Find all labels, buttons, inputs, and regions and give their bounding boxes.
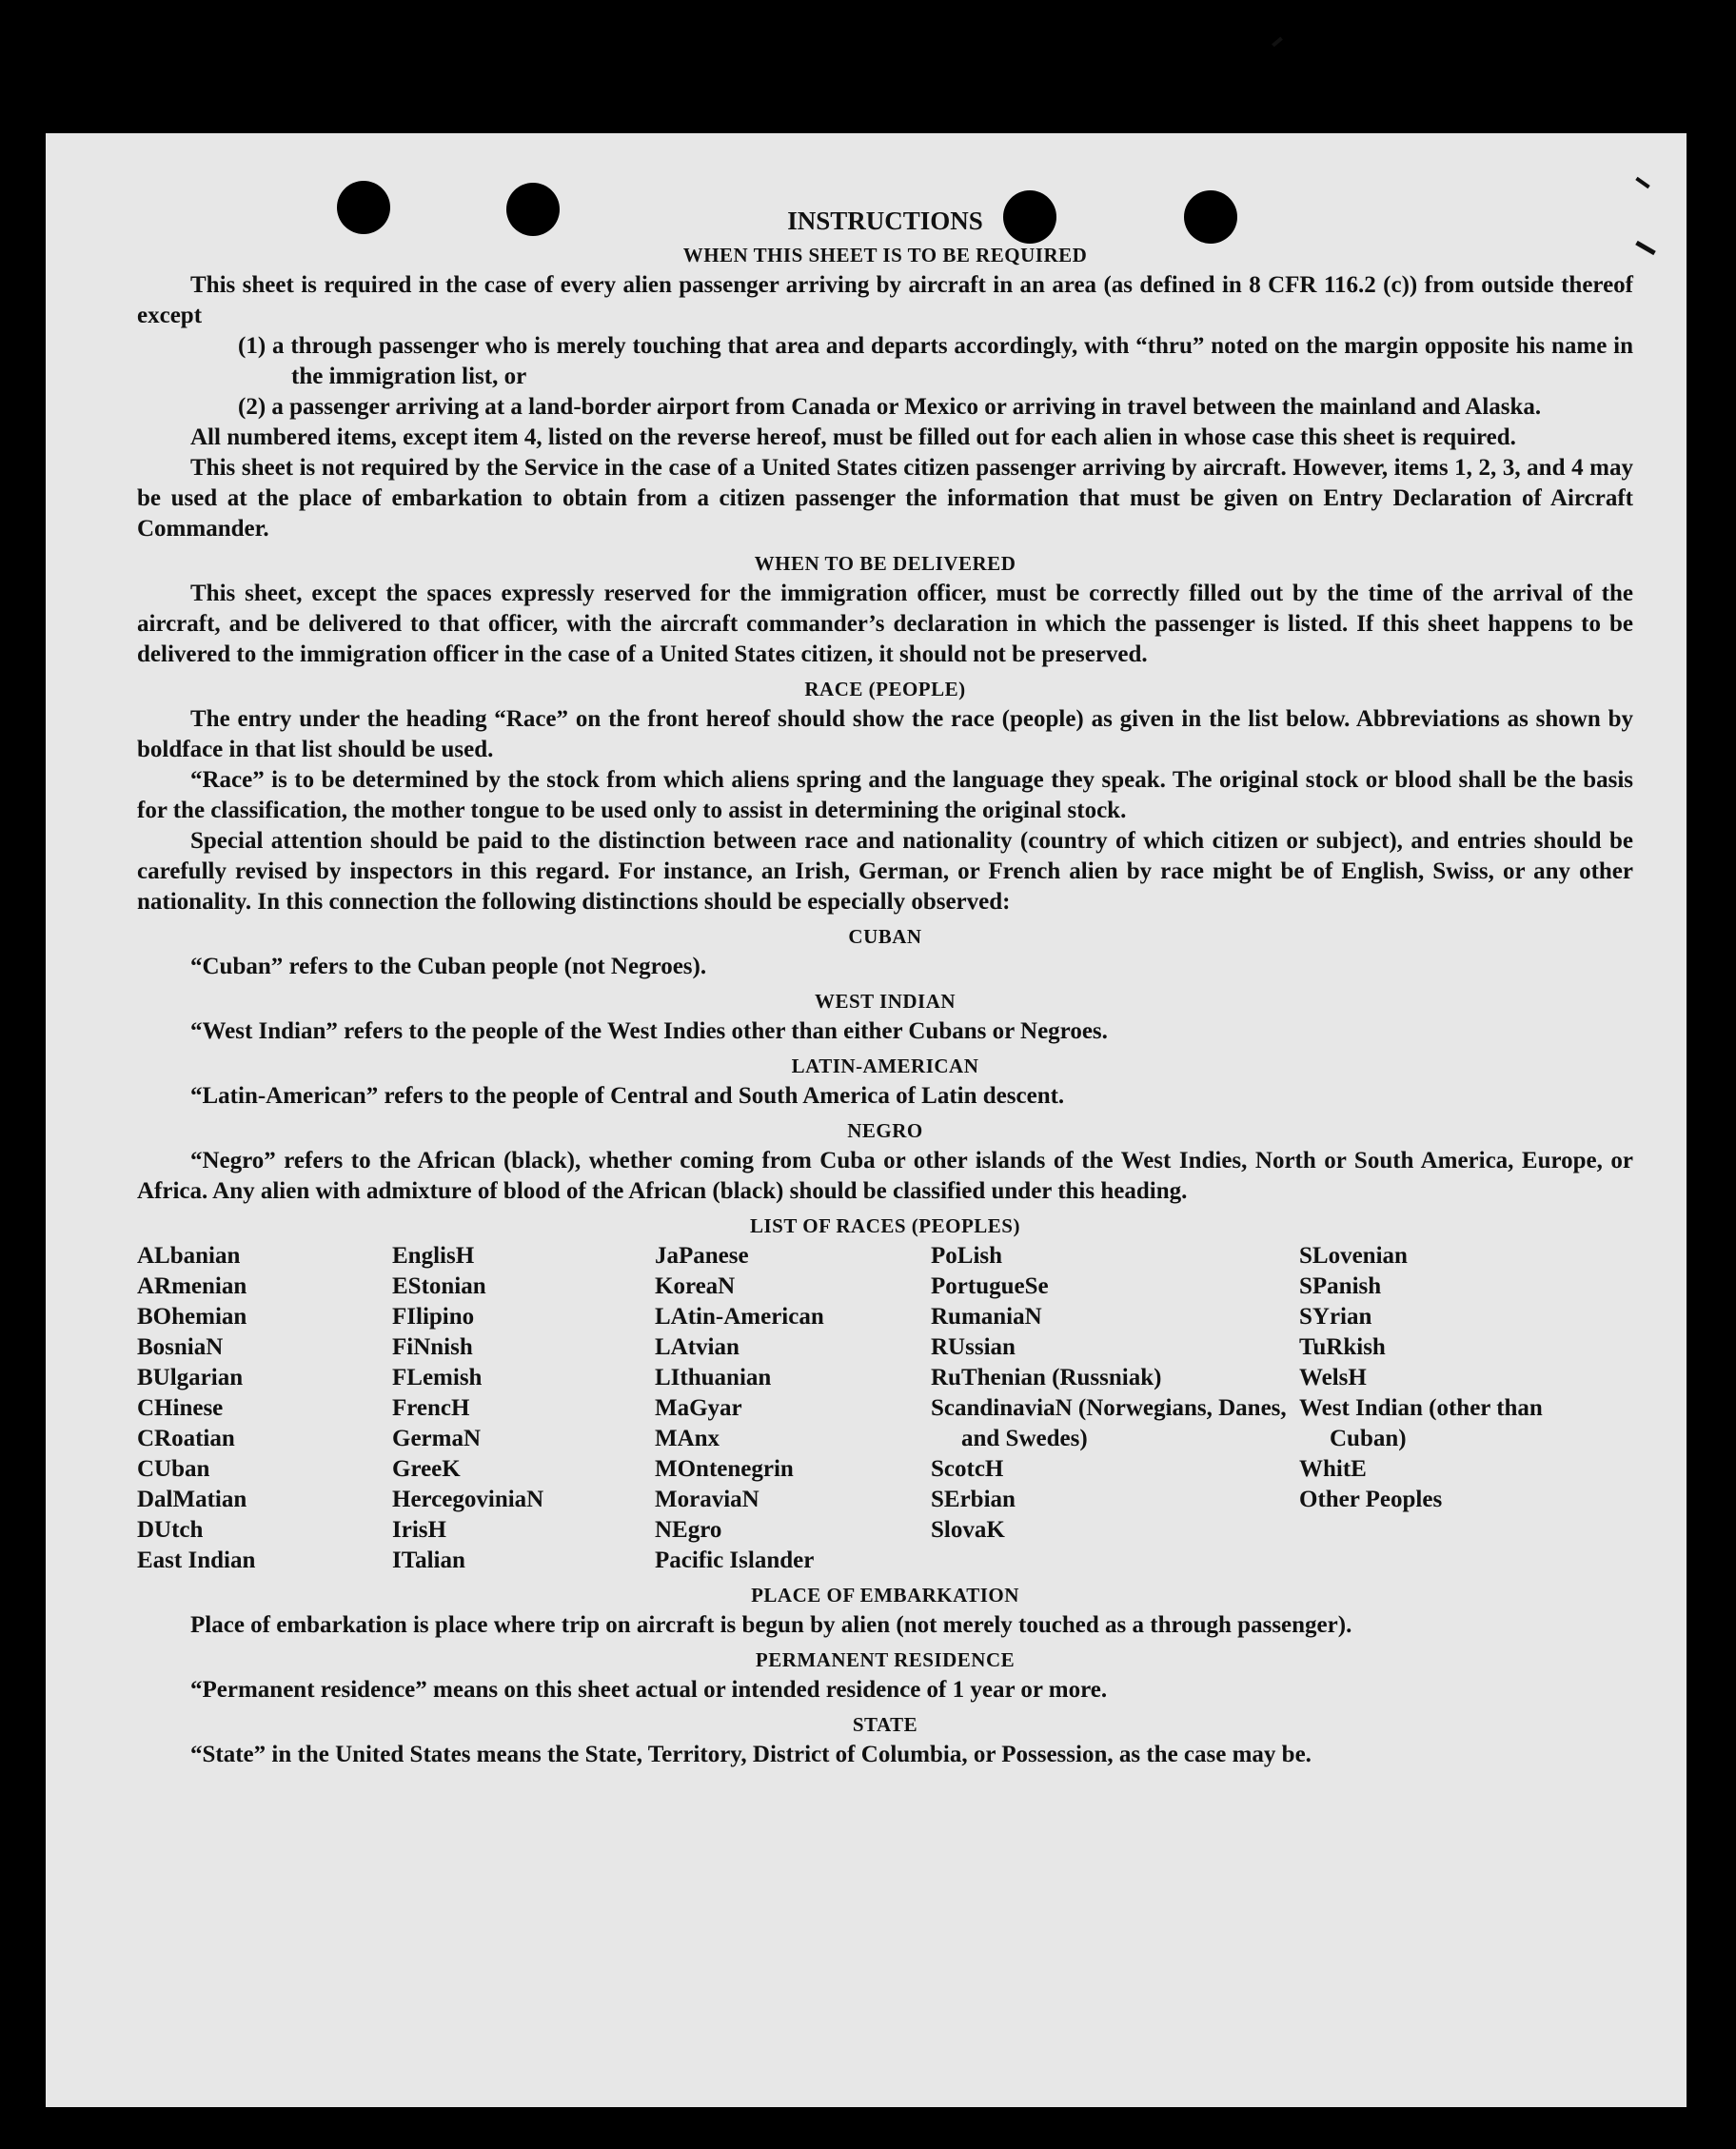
race-entry: EStonian (392, 1273, 486, 1299)
page-title: INSTRUCTIONS (787, 207, 983, 235)
section-heading-cuban: CUBAN (848, 925, 922, 948)
section-heading-west-indian: WEST INDIAN (814, 990, 957, 1013)
race-entry: ScandinaviaN (Norwegians, Danes, and Swedes) (931, 1395, 1287, 1451)
race-entry: MOntenegrin (655, 1456, 794, 1482)
when-delivered-paragraph: This sheet, except the spaces expressly reserved for the immigration officer, must be correctly filled out by the time of the arrival of the aircraft, and be delivered to that officer, with the aircraft commander’s declaration in which the passenger is listed. If this sheet happens to be delivered to the immigration officer in the case of a United States citizen, it should not be preserved. (137, 581, 1633, 667)
race-entry: BUlgarian (137, 1365, 244, 1390)
race-entry: IrisH (392, 1517, 446, 1543)
race-entry: MaGyar (655, 1395, 742, 1421)
scan-speck (1635, 177, 1649, 188)
exception-item-2: (2) a passenger arriving at a land-border airport from Canada or Mexico or arriving in travel between the mainland and Alaska. (238, 394, 1542, 420)
embarkation-paragraph: Place of embarkation is place where trip on aircraft is begun by alien (not merely touched as a through passenger). (190, 1612, 1352, 1638)
section-heading-race: RACE (PEOPLE) (804, 678, 966, 700)
race-entry: SLovenian (1299, 1243, 1408, 1269)
cuban-paragraph: “Cuban” refers to the Cuban people (not Negroes). (190, 954, 707, 979)
race-entry: TuRkish (1299, 1334, 1386, 1360)
race-entry: CHinese (137, 1395, 224, 1421)
race-paragraph-1: The entry under the heading “Race” on the front hereof should show the race (people) as given in the list below. Abbreviations as shown by boldface in that list should be used. (137, 706, 1633, 762)
exception-item-1: (1) a through passenger who is merely touching that area and departs accordingly, with “thru” noted on the margin opposite his name in the immigration list, or (238, 333, 1633, 389)
race-entry: Pacific Islander (655, 1548, 815, 1573)
section-heading-embarkation: PLACE OF EMBARKATION (751, 1584, 1019, 1607)
race-entry: WelsH (1299, 1365, 1367, 1390)
race-paragraph-2: “Race” is to be determined by the stock from which aliens spring and the language they speak. The original stock or blood shall be the basis for the classification, the mother tongue to be used only to assist in determining the original stock. (137, 767, 1633, 823)
race-entry: NEgro (655, 1517, 722, 1543)
race-entry: FIlipino (392, 1304, 475, 1330)
races-column-3 (655, 1241, 931, 1576)
race-entry: LAtin-American (655, 1304, 824, 1330)
race-entry: SPanish (1299, 1273, 1382, 1299)
race-entry: RuThenian (Russniak) (931, 1365, 1162, 1390)
scan-speck (1635, 241, 1656, 255)
numbered-items-paragraph: All numbered items, except item 4, listed on the reverse hereof, must be filled out for each alien in whose case this sheet is required. (190, 424, 1516, 450)
race-entry: CRoatian (137, 1426, 235, 1451)
race-entry: SErbian (931, 1487, 1016, 1512)
race-paragraph-3: Special attention should be paid to the distinction between race and nationality (country of which citizen or subject), and entries should be carefully revised by inspectors in this regard. For instance, an Irish, German, or French alien by race might be of English, Swiss, or any other nationality. In this connection the following distinctions should be especially observed: (137, 828, 1633, 915)
race-entry: FLemish (392, 1365, 483, 1390)
race-entry: FiNnish (392, 1334, 473, 1360)
state-paragraph: “State” in the United States means the State, Territory, District of Columbia, or Possession, as the case may be. (190, 1742, 1312, 1767)
section-heading-latin-american: LATIN-AMERICAN (791, 1055, 979, 1077)
scan-speck (1272, 37, 1283, 48)
race-entry: PoLish (931, 1243, 1003, 1269)
latin-american-paragraph: “Latin-American” refers to the people of Central and South America of Latin descent. (190, 1083, 1065, 1109)
race-entry: East Indian (137, 1548, 256, 1573)
race-entry: MAnx (655, 1426, 720, 1451)
section-heading-when-required: WHEN THIS SHEET IS TO BE REQUIRED (682, 244, 1088, 266)
race-entry: JaPanese (655, 1243, 749, 1269)
when-required-intro: This sheet is required in the case of every alien passenger arriving by aircraft in an area (as defined in 8 CFR 116.2 (c)) from outside thereof except (137, 272, 1633, 328)
section-heading-negro: NEGRO (847, 1119, 923, 1142)
negro-paragraph: “Negro” refers to the African (black), whether coming from Cuba or other islands of the West Indies, North or South America, Europe, or Africa. Any alien with admixture of blood of the African (black) should be classified under this heading. (137, 1148, 1633, 1204)
races-column-1 (137, 1241, 392, 1576)
west-indian-paragraph: “West Indian” refers to the people of the West Indies other than either Cubans or Negroes. (190, 1018, 1108, 1044)
race-entry: LIthuanian (655, 1365, 772, 1390)
race-entry: KoreaN (655, 1273, 736, 1299)
race-entry: BosniaN (137, 1334, 224, 1360)
race-entry: RUssian (931, 1334, 1016, 1360)
races-column-5 (1299, 1241, 1585, 1576)
residence-paragraph: “Permanent residence” means on this sheet actual or intended residence of 1 year or more. (190, 1677, 1108, 1703)
race-entry: EnglisH (392, 1243, 475, 1269)
race-entry: CUban (137, 1456, 210, 1482)
race-entry: SlovaK (931, 1517, 1005, 1543)
race-entry: West Indian (other than Cuban) (1299, 1395, 1543, 1451)
races-list (137, 1241, 1633, 1576)
race-entry: Other Peoples (1299, 1487, 1443, 1512)
race-entry: ARmenian (137, 1273, 247, 1299)
race-entry: ScotcH (931, 1456, 1004, 1482)
race-entry: SYrian (1299, 1304, 1372, 1330)
race-entry: DUtch (137, 1517, 204, 1543)
race-entry: MoraviaN (655, 1487, 760, 1512)
section-heading-list-of-races: LIST OF RACES (PEOPLES) (750, 1214, 1020, 1237)
race-entry: DalMatian (137, 1487, 247, 1512)
section-heading-residence: PERMANENT RESIDENCE (755, 1648, 1016, 1671)
race-entry: PortugueSe (931, 1273, 1049, 1299)
race-entry: HercegoviniaN (392, 1487, 544, 1512)
race-entry: RumaniaN (931, 1304, 1042, 1330)
race-entry: ITalian (392, 1548, 465, 1573)
citizen-paragraph: This sheet is not required by the Service in the case of a United States citizen passenger arriving by aircraft. However, items 1, 2, 3, and 4 may be used at the place of embarkation to obtain from a citizen passenger the information that must be given on Entry Declaration of Aircraft Commander. (137, 455, 1633, 542)
race-entry: LAtvian (655, 1334, 740, 1360)
document-sheet (46, 133, 1687, 2107)
race-entry: WhitE (1299, 1456, 1367, 1482)
races-column-4 (931, 1241, 1299, 1576)
instructions-content (137, 206, 1633, 1770)
race-entry: GreeK (392, 1456, 461, 1482)
race-entry: ALbanian (137, 1243, 241, 1269)
race-entry: FrencH (392, 1395, 470, 1421)
section-heading-when-delivered: WHEN TO BE DELIVERED (754, 552, 1016, 575)
races-column-2 (392, 1241, 655, 1576)
race-entry: BOhemian (137, 1304, 247, 1330)
section-heading-state: STATE (852, 1713, 918, 1736)
race-entry: GermaN (392, 1426, 482, 1451)
